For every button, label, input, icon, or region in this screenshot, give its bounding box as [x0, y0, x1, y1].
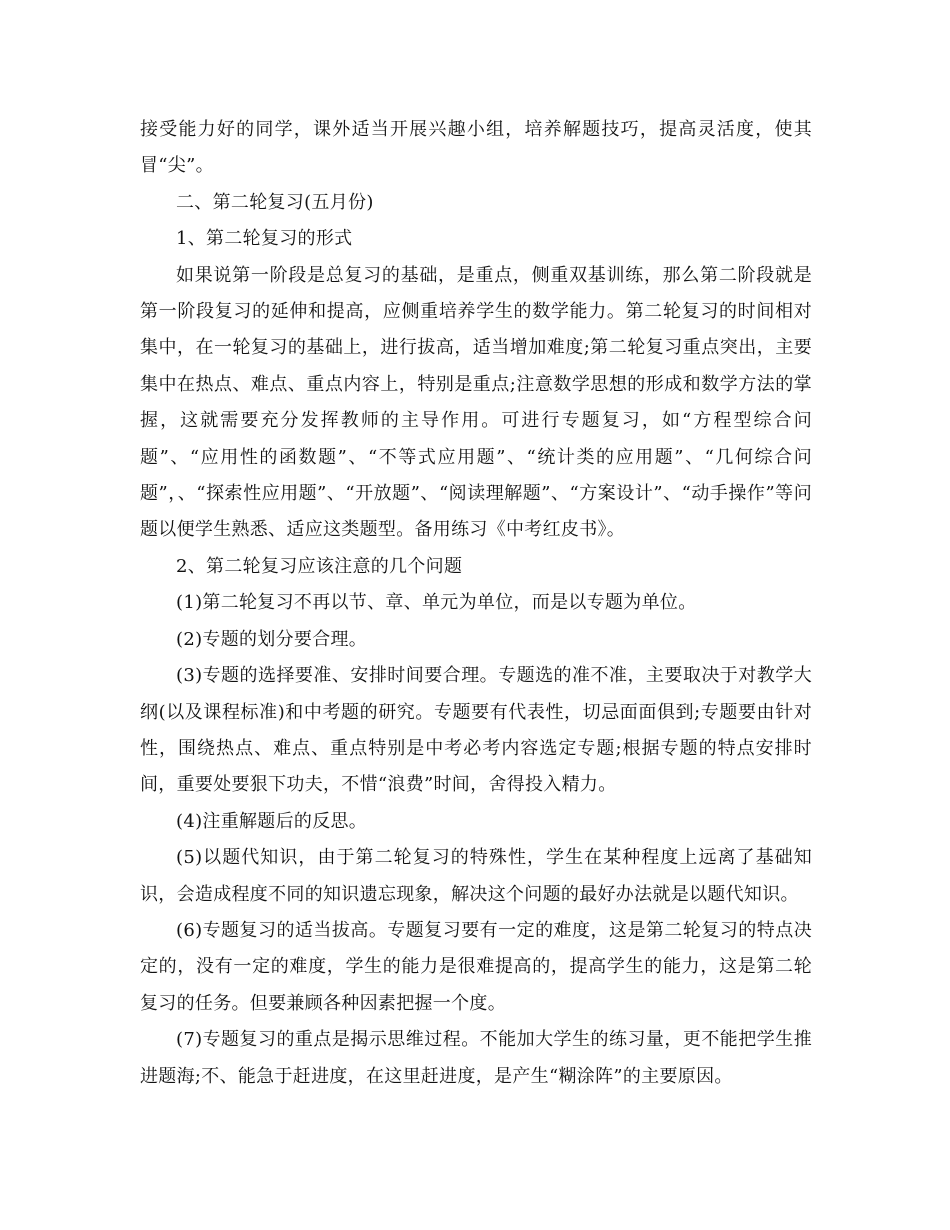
paragraph-continuation: 接受能力好的同学，课外适当开展兴趣小组，培养解题技巧，提高灵活度，使其冒“尖”。 [140, 119, 812, 177]
list-item-2: (2)专题的划分要合理。 [176, 628, 368, 650]
section-heading-second-round: 二、第二轮复习(五月份) [176, 191, 374, 213]
list-item-4: (4)注重解题后的反思。 [176, 810, 368, 832]
list-item-3: (3)专题的选择要准、安排时间要合理。专题选的准不准，主要取决于对教学大纲(以及课程标准)和中考题的研究。专题要有代表性，切忌面面俱到;专题要由针对性，围绕热点、难点、重点特别是中考必考内容选定专题;根据专题的特点安排时间，重要处要狠下功夫，不惜“浪费”时间，舍得投入精力。 [140, 665, 812, 796]
subheading-form: 1、第二轮复习的形式 [176, 228, 353, 250]
list-item-7: (7)专题复习的重点是揭示思维过程。不能加大学生的练习量，更不能把学生推进题海;不、能急于赶进度，在这里赶进度，是产生“糊涂阵”的主要原因。 [140, 1029, 812, 1087]
subheading-notes: 2、第二轮复习应该注意的几个问题 [176, 555, 463, 577]
list-item-5: (5)以题代知识，由于第二轮复习的特殊性，学生在某种程度上远离了基础知识，会造成程度不同的知识遗忘现象，解决这个问题的最好办法就是以题代知识。 [140, 847, 812, 905]
paragraph-form-description: 如果说第一阶段是总复习的基础，是重点，侧重双基训练，那么第二阶段就是第一阶段复习的延伸和提高，应侧重培养学生的数学能力。第二轮复习的时间相对集中，在一轮复习的基础上，进行拔高，适当增加难度;第二轮复习重点突出，主要集中在热点、难点、重点内容上，特别是重点;注意数学思想的形成和数学方法的掌握，这就需要充分发挥教师的主导作用。可进行专题复习，如“方程型综合问题”、“应用性的函数题”、“不等式应用题”、“统计类的应用题”、“几何综合问题”，、“探索性应用题”、“开放题”、“阅读理解题”、“方案设计”、“动手操作”等问题以便学生熟悉、适应这类题型。备用练习《中考红皮书》。 [140, 264, 812, 541]
list-item-6: (6)专题复习的适当拔高。专题复习要有一定的难度，这是第二轮复习的特点决定的，没有一定的难度，学生的能力是很难提高的，提高学生的能力，这是第二轮复习的任务。但要兼顾各种因素把握一个度。 [140, 919, 812, 1014]
document-body [140, 112, 812, 1095]
list-item-1: (1)第二轮复习不再以节、章、单元为单位，而是以专题为单位。 [176, 592, 697, 614]
